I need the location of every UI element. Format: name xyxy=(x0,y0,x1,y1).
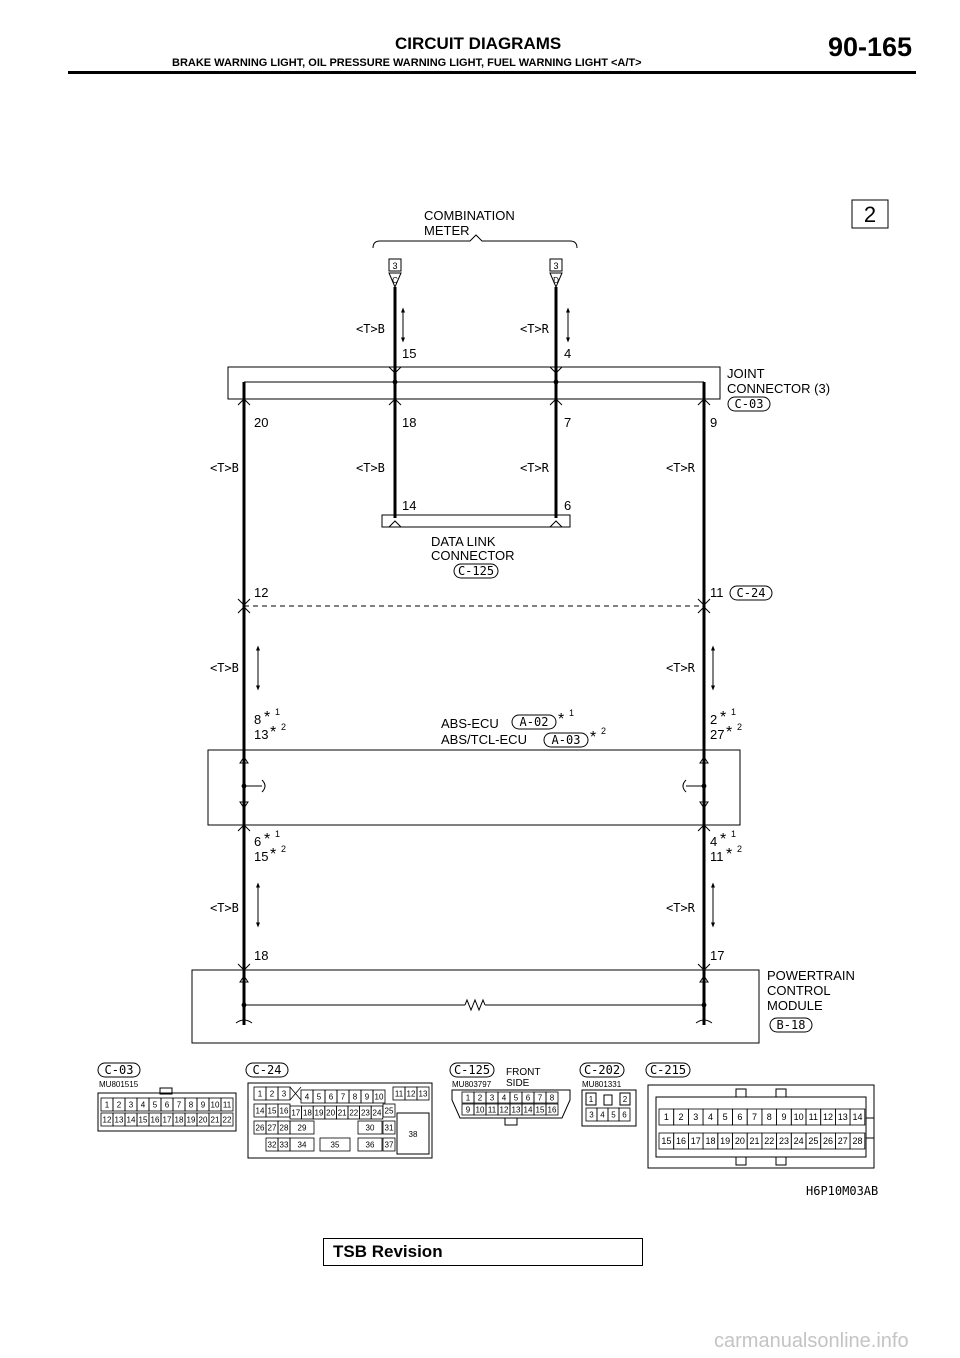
c03-pin-19: 19 xyxy=(186,1115,196,1125)
c03-pin-10: 10 xyxy=(210,1100,220,1110)
pin-7: 7 xyxy=(564,415,572,430)
c125-pin-9: 9 xyxy=(465,1105,471,1115)
c215-pin-3: 3 xyxy=(693,1112,699,1122)
c24-pin-29: 29 xyxy=(297,1123,307,1133)
c03-pin-17: 17 xyxy=(162,1115,172,1125)
c24-pin-24: 24 xyxy=(372,1108,382,1118)
joint-label-line1: JOINT xyxy=(727,366,765,381)
c215-pin-13: 13 xyxy=(837,1112,848,1122)
wire-color-left-lower: <T>B xyxy=(210,901,239,915)
c125-pin-12: 12 xyxy=(499,1105,509,1115)
abs-right-star-a: * xyxy=(720,709,727,726)
c24-pin-35: 35 xyxy=(330,1140,340,1150)
abs-lower-right-star-a: * xyxy=(720,831,727,848)
c03-pin-8: 8 xyxy=(188,1100,194,1110)
c03-part: MU801515 xyxy=(99,1080,139,1089)
pin-4: 4 xyxy=(564,346,572,361)
c24-view-ref: C-24 xyxy=(252,1063,282,1077)
wire-color-left-upper: <T>B xyxy=(210,461,239,475)
c24-pin-12: 12 xyxy=(406,1089,416,1099)
meter-pin-left-letter: C xyxy=(392,276,398,285)
wire-color-meter-left: <T>B xyxy=(356,322,385,336)
c215-pin-23: 23 xyxy=(778,1136,789,1146)
dlc-label-line1: DATA LINK xyxy=(431,534,496,549)
c24-pin-big: 38 xyxy=(408,1130,418,1139)
c24-pin-18: 18 xyxy=(302,1108,312,1118)
wire-color-dlc-right: <T>R xyxy=(520,461,549,475)
c215-view-ref: C-215 xyxy=(649,1063,687,1077)
wire-color-dlc-left: <T>B xyxy=(356,461,385,475)
c202-pin-5: 5 xyxy=(611,1110,616,1120)
connector-view-c24 xyxy=(246,1063,432,1158)
c215-pin-18: 18 xyxy=(705,1136,716,1146)
c125-pin-4: 4 xyxy=(501,1093,507,1103)
abs-lower-right-pin-b: 11 xyxy=(710,849,724,864)
abs-lower-right-note-b: 2 xyxy=(737,844,743,854)
c03-pin-3: 3 xyxy=(128,1100,134,1110)
abs-right-pin-b: 27 xyxy=(710,727,725,742)
c215-pin-2: 2 xyxy=(678,1112,684,1122)
meter-pin-left-num: 3 xyxy=(392,261,398,271)
pin-pcm-18: 18 xyxy=(254,948,269,963)
c215-pin-27: 27 xyxy=(837,1136,848,1146)
c215-pin-9: 9 xyxy=(781,1112,787,1122)
c215-pin-16: 16 xyxy=(676,1136,687,1146)
c24-pin-30: 30 xyxy=(365,1123,375,1133)
connector-view-c215 xyxy=(646,1063,874,1168)
c215-pin-10: 10 xyxy=(793,1112,804,1122)
c125-pin-13: 13 xyxy=(511,1105,521,1115)
c202-pin-6: 6 xyxy=(622,1110,627,1120)
c125-view-ref: C-125 xyxy=(453,1063,491,1077)
pin-numbers xyxy=(254,346,727,963)
c24-pin-22: 22 xyxy=(349,1108,359,1118)
abs-lower-left-pin-a: 6 xyxy=(254,834,262,849)
meter-pin-right-num: 3 xyxy=(553,261,559,271)
c125-pin-5: 5 xyxy=(513,1093,519,1103)
abs-ecu xyxy=(208,707,742,864)
c03-view-ref: C-03 xyxy=(104,1063,134,1077)
c125-pin-16: 16 xyxy=(547,1105,557,1115)
abs-ref1: A-02 xyxy=(519,715,549,729)
pin-20: 20 xyxy=(254,415,269,430)
c24-void-cell xyxy=(290,1087,301,1100)
wire-color-labels xyxy=(210,322,696,915)
c24-pin-16: 16 xyxy=(279,1106,289,1116)
c03-pin-20: 20 xyxy=(198,1115,208,1125)
abs-lower-left-star-a: * xyxy=(264,831,271,848)
c24-pin-10: 10 xyxy=(374,1092,384,1102)
c215-pin-row-2 xyxy=(659,1133,865,1149)
wires xyxy=(244,287,704,1025)
sheet-number-box xyxy=(852,200,888,228)
abs-ref1-star: * xyxy=(558,711,565,728)
abs-label-line1: ABS-ECU xyxy=(441,716,499,731)
connector-view-c125 xyxy=(450,1063,570,1125)
c125-pin-3: 3 xyxy=(489,1093,495,1103)
combination-meter xyxy=(373,208,577,287)
abs-lower-right-pin-a: 4 xyxy=(710,834,718,849)
c24-pin-34: 34 xyxy=(297,1140,307,1150)
c125-pin-10: 10 xyxy=(475,1105,485,1115)
c202-pin-top-right: 2 xyxy=(622,1095,628,1104)
c215-pin-22: 22 xyxy=(764,1136,775,1146)
c24-pin-28: 28 xyxy=(279,1123,289,1133)
pcm-ref: B-18 xyxy=(776,1018,806,1032)
c03-pin-2: 2 xyxy=(116,1100,122,1110)
c215-pin-21: 21 xyxy=(749,1136,760,1146)
tsb-revision-box: TSB Revision xyxy=(323,1238,643,1266)
abs-left-note-a: 1 xyxy=(275,707,281,717)
connector-c24-markers xyxy=(238,586,772,613)
c03-pin-1: 1 xyxy=(104,1100,110,1110)
c24-ref: C-24 xyxy=(736,586,766,600)
abs-ref1-note: 1 xyxy=(569,708,575,718)
c24-pin-36: 36 xyxy=(365,1140,375,1150)
powertrain-control-module xyxy=(192,964,855,1043)
pin-15: 15 xyxy=(402,346,417,361)
c215-pin-7: 7 xyxy=(752,1112,758,1122)
c24-pin-13: 13 xyxy=(418,1089,428,1099)
c24-pin-20: 20 xyxy=(326,1108,336,1118)
sheet-number: 2 xyxy=(863,202,877,227)
c125-pin-8: 8 xyxy=(549,1093,555,1103)
connector-view-c03 xyxy=(98,1063,236,1131)
abs-label-line2: ABS/TCL-ECU xyxy=(441,732,527,747)
c24-pin-14: 14 xyxy=(255,1106,265,1116)
pcm-label-line2: CONTROL xyxy=(767,983,831,998)
c24-pin-2: 2 xyxy=(269,1089,275,1099)
c125-side-line1: FRONT xyxy=(506,1067,541,1078)
c215-pin-8: 8 xyxy=(766,1112,772,1122)
c24-pin-6: 6 xyxy=(328,1092,334,1102)
c125-pin-6: 6 xyxy=(525,1093,531,1103)
c125-pin-15: 15 xyxy=(535,1105,545,1115)
pin-14: 14 xyxy=(402,498,417,513)
c24-pin-21: 21 xyxy=(337,1108,347,1118)
watermark: carmanualsonline.info xyxy=(714,1330,909,1352)
c03-pin-5: 5 xyxy=(152,1100,158,1110)
c24-pin-9: 9 xyxy=(364,1092,370,1102)
c202-pin-row-2 xyxy=(586,1108,630,1121)
c24-pin-1: 1 xyxy=(257,1089,263,1099)
c24-pin-31: 31 xyxy=(384,1123,394,1133)
c202-pin-4: 4 xyxy=(600,1110,605,1120)
c215-pin-26: 26 xyxy=(823,1136,834,1146)
abs-left-note-b: 2 xyxy=(281,722,287,732)
c03-pin-9: 9 xyxy=(200,1100,206,1110)
c24-pin-3: 3 xyxy=(281,1089,287,1099)
c03-pin-15: 15 xyxy=(138,1115,148,1125)
c03-pin-18: 18 xyxy=(174,1115,184,1125)
c03-pin-21: 21 xyxy=(210,1115,220,1125)
abs-lower-left-pin-b: 15 xyxy=(254,849,269,864)
wire-color-right-lower: <T>R xyxy=(666,901,695,915)
c215-pin-1: 1 xyxy=(663,1112,669,1122)
joint-ref: C-03 xyxy=(734,397,764,411)
wire-arrows xyxy=(258,310,713,925)
wire-color-right-mid: <T>R xyxy=(666,661,695,675)
abs-lower-right-note-a: 1 xyxy=(731,829,737,839)
c125-pin-row-1 xyxy=(462,1092,558,1103)
c215-pin-12: 12 xyxy=(823,1112,834,1122)
wire-color-meter-right: <T>R xyxy=(520,322,549,336)
dlc-label-line2: CONNECTOR xyxy=(431,548,515,563)
c125-pin-2: 2 xyxy=(477,1093,483,1103)
abs-right-note-b: 2 xyxy=(737,722,743,732)
pin-11: 11 xyxy=(710,585,724,600)
meter-pin-right-letter: D xyxy=(553,276,559,285)
connector-view-c202 xyxy=(580,1063,636,1126)
pin-9: 9 xyxy=(710,415,718,430)
c215-pin-24: 24 xyxy=(793,1136,804,1146)
c215-pin-19: 19 xyxy=(720,1136,731,1146)
c24-pin-15: 15 xyxy=(267,1106,277,1116)
abs-lower-left-star-b: * xyxy=(270,846,277,863)
c125-pin-1: 1 xyxy=(465,1093,471,1103)
c215-pin-row-1 xyxy=(659,1109,865,1125)
c03-pin-7: 7 xyxy=(176,1100,182,1110)
c215-pin-14: 14 xyxy=(852,1112,863,1122)
c03-pin-16: 16 xyxy=(150,1115,160,1125)
c202-pin-top-left: 1 xyxy=(588,1095,594,1104)
c202-view-ref: C-202 xyxy=(583,1063,621,1077)
abs-left-star-b: * xyxy=(270,724,277,741)
c24-pin-11: 11 xyxy=(394,1089,404,1099)
c24-pin-19: 19 xyxy=(314,1108,324,1118)
c215-pin-28: 28 xyxy=(852,1136,863,1146)
pin-pcm-17: 17 xyxy=(710,948,725,963)
c24-pin-37: 37 xyxy=(384,1140,394,1150)
abs-right-note-a: 1 xyxy=(731,707,737,717)
c215-pin-5: 5 xyxy=(722,1112,728,1122)
wire-color-right-upper: <T>R xyxy=(666,461,695,475)
data-link-connector xyxy=(382,515,570,578)
abs-right-pin-a: 2 xyxy=(710,712,718,727)
c03-pin-22: 22 xyxy=(222,1115,232,1125)
figure-code: H6P10M03AB xyxy=(806,1184,879,1198)
meter-label-line2: METER xyxy=(424,223,470,238)
c03-pin-row-1 xyxy=(101,1098,233,1111)
c24-pin-8: 8 xyxy=(352,1092,358,1102)
abs-ref2: A-03 xyxy=(551,733,581,747)
c215-pin-4: 4 xyxy=(707,1112,713,1122)
c215-pin-20: 20 xyxy=(734,1136,745,1146)
c202-pin-3: 3 xyxy=(589,1110,594,1120)
pin-18: 18 xyxy=(402,415,417,430)
joint-label-line2: CONNECTOR (3) xyxy=(727,381,831,396)
pin-12: 12 xyxy=(254,585,269,600)
page-subtitle: BRAKE WARNING LIGHT, OIL PRESSURE WARNING LIGHT, FUEL WARNING LIGHT <A/T> xyxy=(172,57,642,69)
pcm-label-line1: POWERTRAIN xyxy=(767,968,855,983)
c24-pin-32: 32 xyxy=(267,1140,277,1150)
c24-pin-27: 27 xyxy=(267,1123,277,1133)
c03-pin-row-2 xyxy=(101,1113,233,1126)
c125-pin-row-2 xyxy=(462,1104,558,1115)
c125-pin-11: 11 xyxy=(487,1105,497,1115)
c215-pin-11: 11 xyxy=(808,1112,819,1122)
c24-pin-25: 25 xyxy=(384,1106,394,1116)
c03-pin-4: 4 xyxy=(140,1100,146,1110)
c03-pin-14: 14 xyxy=(126,1115,136,1125)
wire-color-left-mid: <T>B xyxy=(210,661,239,675)
abs-right-star-b: * xyxy=(726,724,733,741)
c03-pin-6: 6 xyxy=(164,1100,170,1110)
abs-left-pin-a: 8 xyxy=(254,712,262,727)
c215-pin-17: 17 xyxy=(690,1136,701,1146)
c125-part: MU803797 xyxy=(452,1080,492,1089)
c03-pin-11: 11 xyxy=(222,1100,232,1110)
page-title: CIRCUIT DIAGRAMS xyxy=(395,34,562,53)
c215-pin-6: 6 xyxy=(737,1112,743,1122)
c24-pin-7: 7 xyxy=(340,1092,346,1102)
abs-left-pin-b: 13 xyxy=(254,727,269,742)
c125-side-line2: SIDE xyxy=(506,1078,530,1089)
dlc-ref: C-125 xyxy=(457,564,495,578)
abs-lower-left-note-b: 2 xyxy=(281,844,287,854)
abs-left-star-a: * xyxy=(264,709,271,726)
c24-pin-26: 26 xyxy=(255,1123,265,1133)
meter-label-line1: COMBINATION xyxy=(424,208,515,223)
c125-pin-14: 14 xyxy=(523,1105,533,1115)
abs-ref2-star: * xyxy=(590,729,597,746)
c03-pin-12: 12 xyxy=(102,1115,112,1125)
c215-pin-25: 25 xyxy=(808,1136,819,1146)
c03-pin-13: 13 xyxy=(114,1115,124,1125)
c125-pin-7: 7 xyxy=(537,1093,543,1103)
pin-6: 6 xyxy=(564,498,572,513)
abs-ref2-note: 2 xyxy=(601,726,607,736)
c24-pins xyxy=(254,1087,429,1151)
c215-pin-15: 15 xyxy=(661,1136,672,1146)
c24-pin-33: 33 xyxy=(279,1140,289,1150)
c24-pin-4: 4 xyxy=(304,1092,310,1102)
c202-part: MU801331 xyxy=(582,1080,622,1089)
c24-pin-23: 23 xyxy=(360,1108,370,1118)
c24-pin-5: 5 xyxy=(316,1092,322,1102)
c24-pin-17: 17 xyxy=(291,1108,301,1118)
pcm-label-line3: MODULE xyxy=(767,998,823,1013)
joint-connector xyxy=(228,366,830,411)
abs-lower-right-star-b: * xyxy=(726,846,733,863)
page-number: 90-165 xyxy=(828,32,913,62)
abs-lower-left-note-a: 1 xyxy=(275,829,281,839)
